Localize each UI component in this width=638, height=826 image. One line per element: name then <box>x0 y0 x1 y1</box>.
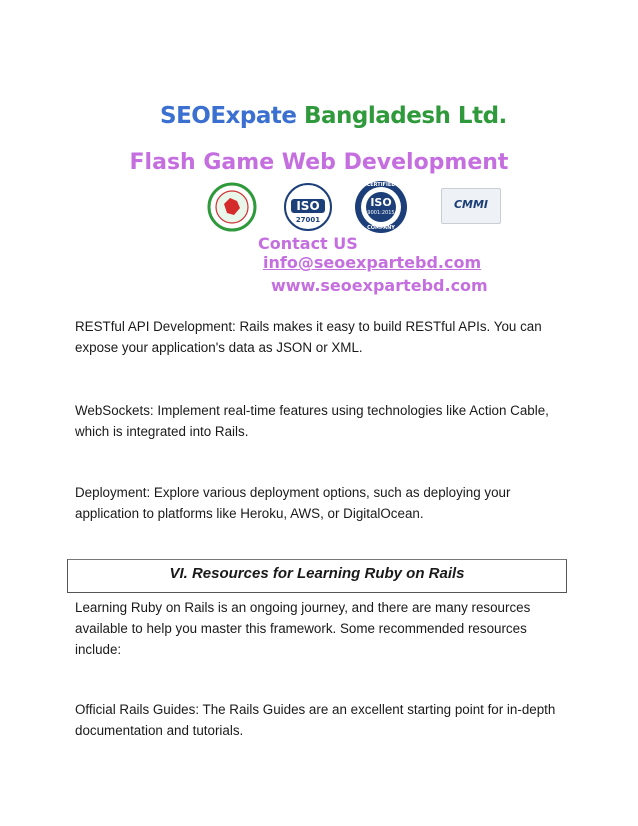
certification-badges <box>0 180 638 236</box>
contact-email-link[interactable]: info@seoexpartebd.com <box>263 253 482 272</box>
cmmi-badge <box>441 188 501 224</box>
iso-27001-code: 27001 <box>295 216 321 224</box>
paragraph-learning-intro: Learning Ruby on Rails is an ongoing journey, and there are many resources available to help you master this framework. Some recommended resources include: <box>75 600 531 657</box>
iso-9001-top: CERTIFIED <box>366 182 396 188</box>
cmmi-label: CMMI <box>453 198 489 211</box>
registration-seal-icon <box>207 182 257 232</box>
contact-website: www.seoexpartebd.com <box>271 276 488 295</box>
iso-27001-label: ISO <box>296 199 320 213</box>
section-heading-box <box>67 559 567 593</box>
company-name <box>160 103 507 129</box>
company-logo <box>158 96 507 136</box>
page-title: Flash Game Web Development <box>129 150 509 175</box>
section-heading: VI. Resources for Learning Ruby on Rails <box>169 565 465 582</box>
paragraph-restful-api: RESTful API Development: Rails makes it easy to build RESTful APIs. You can expose your application's data as JSON or XML. <box>75 319 542 355</box>
company-name-rest: Bangladesh Ltd. <box>303 103 507 129</box>
iso-9001-badge <box>354 180 408 234</box>
paragraph-websockets: WebSockets: Implement real-time features using technologies like Action Cable, which is integrated into Rails. <box>75 403 549 439</box>
iso-9001-label: ISO <box>370 196 392 209</box>
company-name-seo: SEO <box>160 103 211 129</box>
company-name-expate: Expate <box>210 103 297 129</box>
iso-27001-badge <box>283 182 333 232</box>
paragraph-deployment: Deployment: Explore various deployment options, such as deploying your application to platforms like Heroku, AWS, or DigitalOcean. <box>75 485 511 521</box>
contact-title: Contact US <box>258 234 358 253</box>
iso-9001-bottom: COMPANY <box>367 225 395 231</box>
iso-9001-code: 9001:2015 <box>367 210 395 216</box>
paragraph-official-guides: Official Rails Guides: The Rails Guides are an excellent starting point for in-depth documentation and tutorials. <box>75 702 556 738</box>
